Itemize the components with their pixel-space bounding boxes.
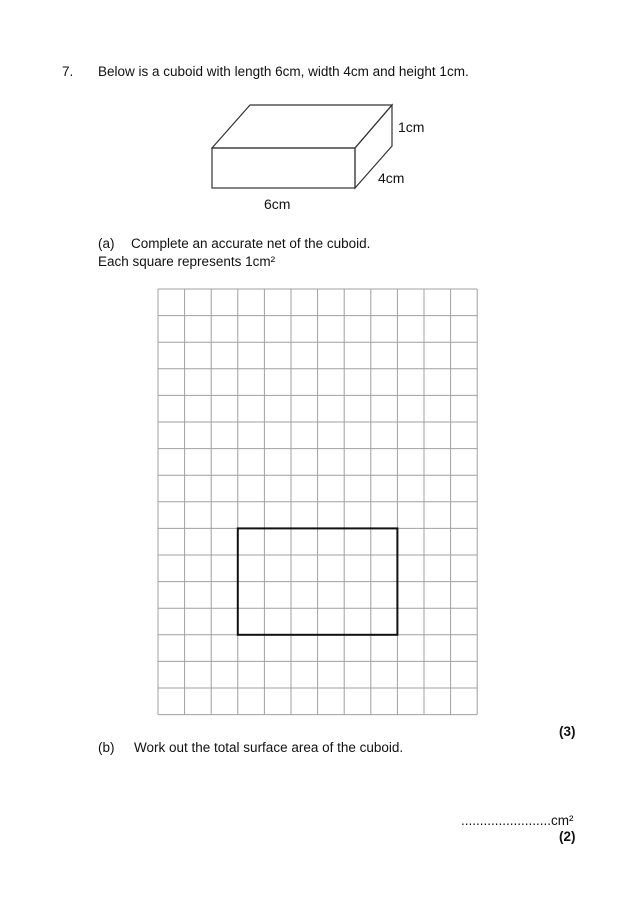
question-number: 7. bbox=[62, 64, 74, 79]
cuboid-front-face bbox=[212, 148, 355, 188]
part-a-marks: (3) bbox=[559, 724, 576, 739]
part-b-label: (b) bbox=[98, 740, 115, 755]
part-a-instruction: Complete an accurate net of the cuboid. bbox=[131, 236, 371, 251]
part-b-instruction: Work out the total surface area of the cuboid. bbox=[134, 740, 404, 755]
cuboid-top-face bbox=[212, 105, 392, 148]
cuboid-height-label: 1cm bbox=[398, 119, 425, 135]
answer-line[interactable]: ........................cm² bbox=[461, 813, 574, 828]
part-a-note: Each square represents 1cm² bbox=[98, 254, 276, 269]
part-a-label: (a) bbox=[98, 236, 115, 251]
part-b-marks: (2) bbox=[559, 829, 576, 844]
square-grid[interactable] bbox=[158, 289, 478, 716]
cuboid-width-label: 4cm bbox=[378, 170, 405, 186]
cuboid-length-label: 6cm bbox=[264, 196, 291, 212]
question-intro: Below is a cuboid with length 6cm, width 4cm and height 1cm. bbox=[98, 64, 469, 79]
